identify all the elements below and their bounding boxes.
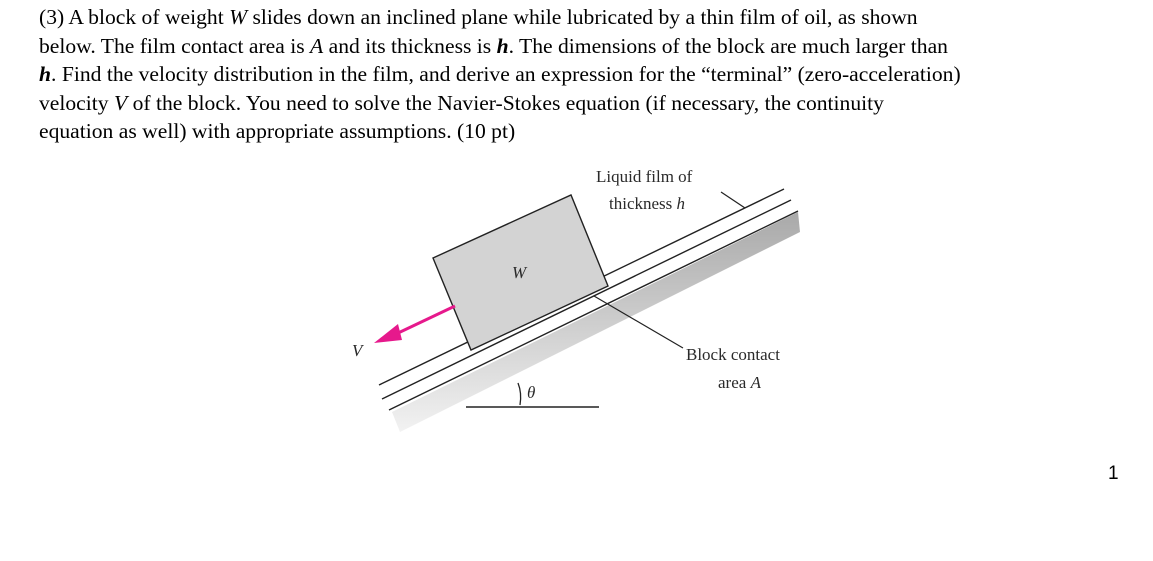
film-leader-line bbox=[721, 192, 745, 208]
text-segment: of the block. You need to solve the Navier-Stokes equation (if necessary, the continuity bbox=[127, 90, 884, 115]
text-segment: (3) A block of weight bbox=[39, 5, 230, 29]
incline-shading bbox=[392, 212, 800, 432]
contact-label-line-2 bbox=[718, 373, 762, 392]
variable-h: h bbox=[39, 62, 52, 86]
variable-V: V bbox=[113, 90, 128, 115]
film-label-line-1: Liquid film of bbox=[596, 167, 693, 186]
angle-arc bbox=[518, 383, 521, 405]
velocity-arrow-shaft bbox=[396, 306, 455, 334]
text-segment: . Find the velocity distribution in the film, and derive an expression for the “terminal” (zero-acceleration) bbox=[51, 62, 961, 86]
angle-theta-label: θ bbox=[527, 383, 536, 402]
velocity-label: V bbox=[352, 341, 363, 360]
page-number: 1 bbox=[1108, 463, 1119, 484]
block-weight-label: W bbox=[512, 263, 527, 282]
contact-label-text: area bbox=[718, 373, 751, 392]
text-segment: below. The film contact area is bbox=[39, 33, 311, 58]
film-label-text: thickness bbox=[609, 194, 677, 213]
text-segment: velocity bbox=[39, 90, 114, 115]
text-segment: slides down an inclined plane while lubricated by a thin film of oil, as shown bbox=[247, 5, 918, 29]
film-label-line-2 bbox=[609, 194, 685, 213]
variable-A: A bbox=[310, 33, 324, 58]
velocity-arrowhead bbox=[374, 324, 402, 343]
film-label-var-h: h bbox=[676, 194, 686, 213]
film-lower-line bbox=[382, 200, 791, 399]
contact-label-var-A: A bbox=[750, 373, 761, 392]
text-segment: . The dimensions of the block are much larger than bbox=[508, 33, 948, 58]
contact-label-line-1: Block contact bbox=[686, 345, 780, 364]
text-segment: and its thickness is bbox=[323, 33, 497, 58]
variable-W: W bbox=[229, 5, 248, 29]
text-segment: equation as well) with appropriate assumptions. (10 pt) bbox=[39, 119, 516, 143]
variable-h: h bbox=[496, 33, 509, 58]
